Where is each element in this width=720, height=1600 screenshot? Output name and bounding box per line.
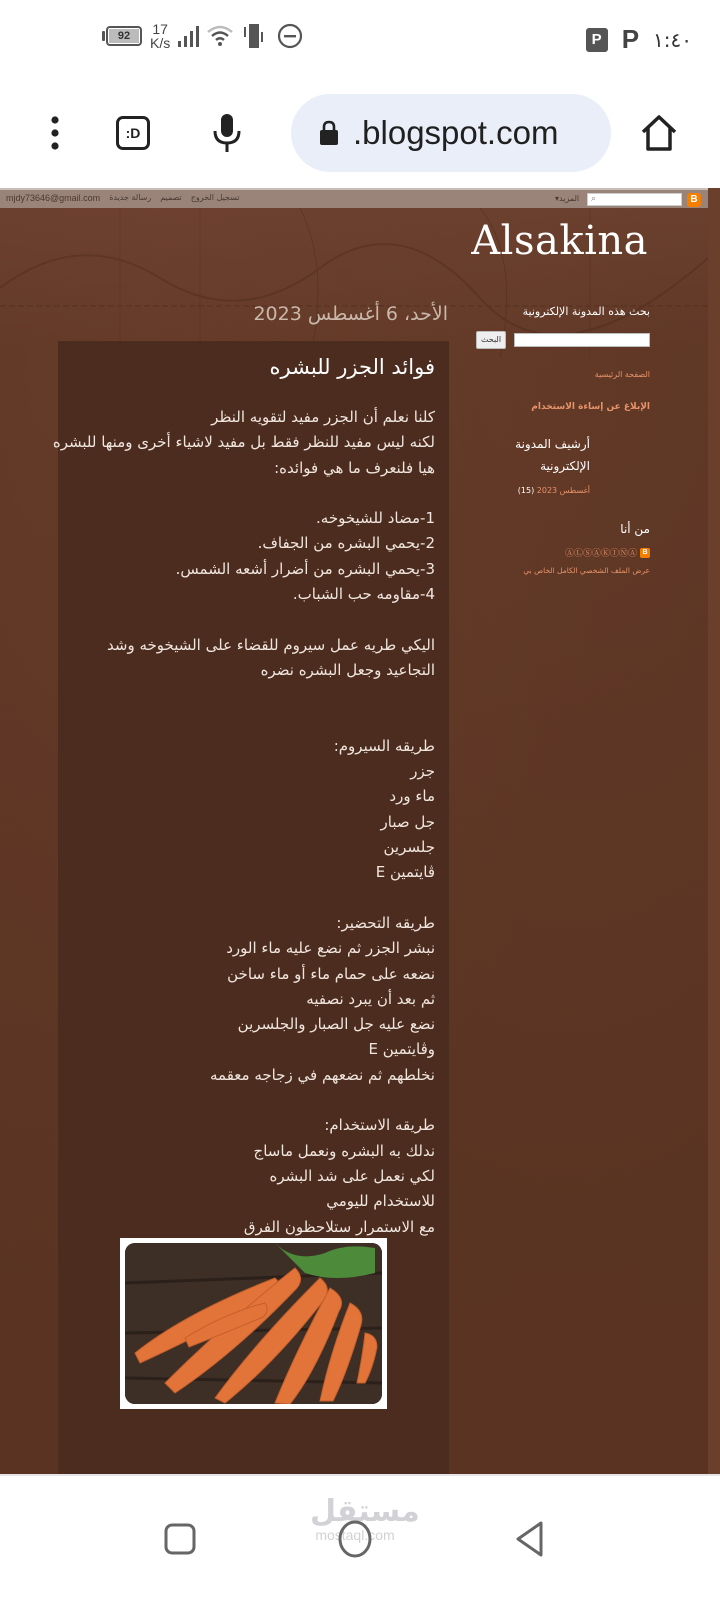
post-body-line: التجاعيد وجعل البشره نضره	[260, 660, 435, 679]
profile-name[interactable]: ⒶⓁⓈⒶⓀⒾⓃⒶ	[564, 549, 637, 559]
search-icon: ⌕	[591, 194, 597, 204]
post-body-line: للاستخدام لليومي	[326, 1192, 435, 1211]
menu-button[interactable]	[30, 108, 80, 158]
post-body-line: نبشر الجزر ثم نضع عليه ماء الورد	[226, 939, 435, 958]
home-nav-button[interactable]	[330, 1514, 380, 1564]
post-body-line: نخلطهم ثم نضعهم في زجاجه معقمه	[210, 1065, 435, 1084]
tab-switcher-icon	[116, 116, 150, 150]
post-body-line: 3-يحمي البشره من أضرار أشعه الشمس.	[175, 559, 435, 578]
blogger-profile-icon: B	[640, 548, 650, 558]
voice-search-button[interactable]	[202, 108, 252, 158]
status-bar	[0, 0, 720, 80]
network-speed-unit: K/s	[150, 35, 171, 51]
post-body-line: لكي نعمل على شد البشره	[269, 1166, 435, 1185]
navbar-email[interactable]: mjdy73646@gmail.com	[6, 193, 101, 203]
archive-heading-line1: أرشيف المدونة	[515, 437, 590, 451]
post-body-line: ندلك به البشره ونعمل ماساج	[253, 1141, 435, 1160]
browser-toolbar	[0, 80, 720, 188]
post-body	[52, 405, 435, 1240]
clock: ١:٤٠	[653, 27, 692, 52]
post-body-line: وڤايتمين E	[368, 1040, 435, 1059]
p-app-icon: P	[621, 24, 640, 54]
post-title[interactable]: فوائد الجزر للبشره	[269, 355, 435, 379]
post-body-line: 4-مقاومه حب الشباب.	[292, 585, 435, 604]
lock-icon	[319, 120, 339, 146]
home-button[interactable]	[634, 108, 684, 158]
post-body-line: جل صبار	[380, 812, 435, 831]
report-abuse-link[interactable]: الإبلاغ عن إساءة الاستخدام	[531, 402, 650, 412]
post-body-line: ڤايتمين E	[375, 863, 435, 882]
post-body-line: جلسرين	[383, 838, 435, 857]
page-scrollbar[interactable]	[708, 188, 720, 1474]
blog-post	[52, 341, 449, 1474]
url-text[interactable]: .blogspot.com	[353, 114, 559, 151]
post-body-line: طريقه السيروم:	[333, 736, 435, 755]
post-body-line: اليكي طريه عمل سيروم للقضاء على الشيخوخه وشد	[107, 635, 435, 654]
post-body-line	[65, 683, 435, 708]
archive-month-link[interactable]	[518, 486, 590, 495]
post-image[interactable]	[120, 1238, 387, 1409]
post-body-line: كلنا نعلم أن الجزر مفيد لتقويه النظر	[211, 408, 435, 426]
post-body-line: نضعه على حمام ماء أو ماء ساخن	[227, 964, 435, 983]
navbar-more-label: المزيد	[559, 194, 580, 203]
battery-icon	[102, 26, 142, 46]
post-body-line: ثم بعد أن يبرد نصفيه	[306, 989, 435, 1008]
network-speed	[150, 22, 170, 50]
navbar-more-dropdown[interactable]: ▾المزيد	[555, 194, 580, 203]
post-body-line	[65, 709, 435, 734]
archive-heading	[515, 433, 590, 477]
post-body-line	[65, 607, 435, 632]
post-body-line: جزر	[410, 762, 435, 781]
archive-month-label[interactable]: أغسطس 2023	[536, 486, 590, 495]
watermark-english: mostaql.com	[315, 1527, 395, 1543]
post-body-line: نضع عليه جل الصبار والجلسرين	[237, 1015, 435, 1034]
post-body-line	[65, 1088, 435, 1113]
blog-title[interactable]: Alsakina	[471, 218, 648, 264]
parking-app-icon: P	[586, 28, 608, 52]
navbar-new-post-link[interactable]: رسالة جديدة	[109, 193, 152, 202]
home-icon	[640, 114, 678, 152]
blog-page	[0, 188, 708, 1474]
back-button[interactable]	[505, 1514, 555, 1564]
network-speed-value: 17	[152, 21, 168, 37]
system-navigation-bar	[0, 1474, 720, 1600]
carrots-photo	[125, 1243, 382, 1404]
post-body-line: طريقه الاستخدام:	[324, 1116, 435, 1135]
post-body-line: ماء ورد	[389, 787, 435, 806]
battery-level: 92	[109, 29, 139, 43]
navbar-links	[6, 193, 240, 203]
watermark-arabic: مستقل	[310, 1494, 420, 1529]
about-me-heading: من أنا	[620, 522, 650, 536]
home-circle-icon	[337, 1519, 373, 1559]
recent-apps-icon	[163, 1522, 197, 1556]
view-full-profile-link[interactable]: عرض الملف الشخصي الكامل الخاص بي	[523, 566, 650, 575]
navbar-design-link[interactable]: تصميم	[160, 193, 182, 202]
navbar-sign-out-link[interactable]: تسجيل الخروج	[190, 193, 240, 202]
archive-heading-line2: الإلكترونية	[540, 459, 590, 473]
microphone-icon	[212, 113, 242, 153]
search-widget-heading: بحث هذه المدونة الإلكترونية	[522, 305, 650, 318]
post-body-line: مع الاستمرار ستلاحظون الفرق	[243, 1217, 435, 1236]
wifi-icon	[207, 25, 233, 47]
tab-switcher-button[interactable]	[108, 108, 158, 158]
post-body-line: 1-مضاد للشيخوخه.	[316, 509, 435, 528]
recent-apps-button[interactable]	[155, 1514, 205, 1564]
post-date: الأحد، 6 أغسطس 2023	[253, 303, 448, 325]
blog-search-input[interactable]	[514, 333, 650, 347]
vibrate-icon	[241, 24, 269, 48]
signal-icon	[178, 25, 199, 47]
address-bar[interactable]	[291, 94, 611, 172]
post-body-line: 2-يحمي البشره من الجفاف.	[257, 534, 435, 553]
menu-dots-icon	[50, 115, 60, 151]
blog-search-button[interactable]: البحث	[476, 331, 506, 349]
profile-name-link[interactable]	[565, 546, 650, 559]
post-body-line: لكنه ليس مفيد للنظر فقط بل مفيد لاشياء أخرى ومنها للبشره	[52, 433, 435, 452]
post-body-line: طريقه التحضير:	[336, 913, 435, 932]
tab-switcher-label: :D	[125, 125, 141, 141]
post-body-line	[65, 481, 435, 506]
do-not-disturb-icon	[277, 23, 303, 49]
sidebar	[470, 188, 650, 788]
carrots-illustration	[125, 1243, 382, 1404]
home-page-link[interactable]: الصفحة الرئيسية	[594, 370, 650, 379]
back-icon	[513, 1520, 547, 1558]
archive-count: (15)	[517, 486, 535, 495]
post-body-line	[65, 886, 435, 911]
blogger-logo-icon[interactable]: B	[687, 193, 701, 207]
post-body-line: هيا فلنعرف ما هي فوائده:	[274, 458, 435, 477]
